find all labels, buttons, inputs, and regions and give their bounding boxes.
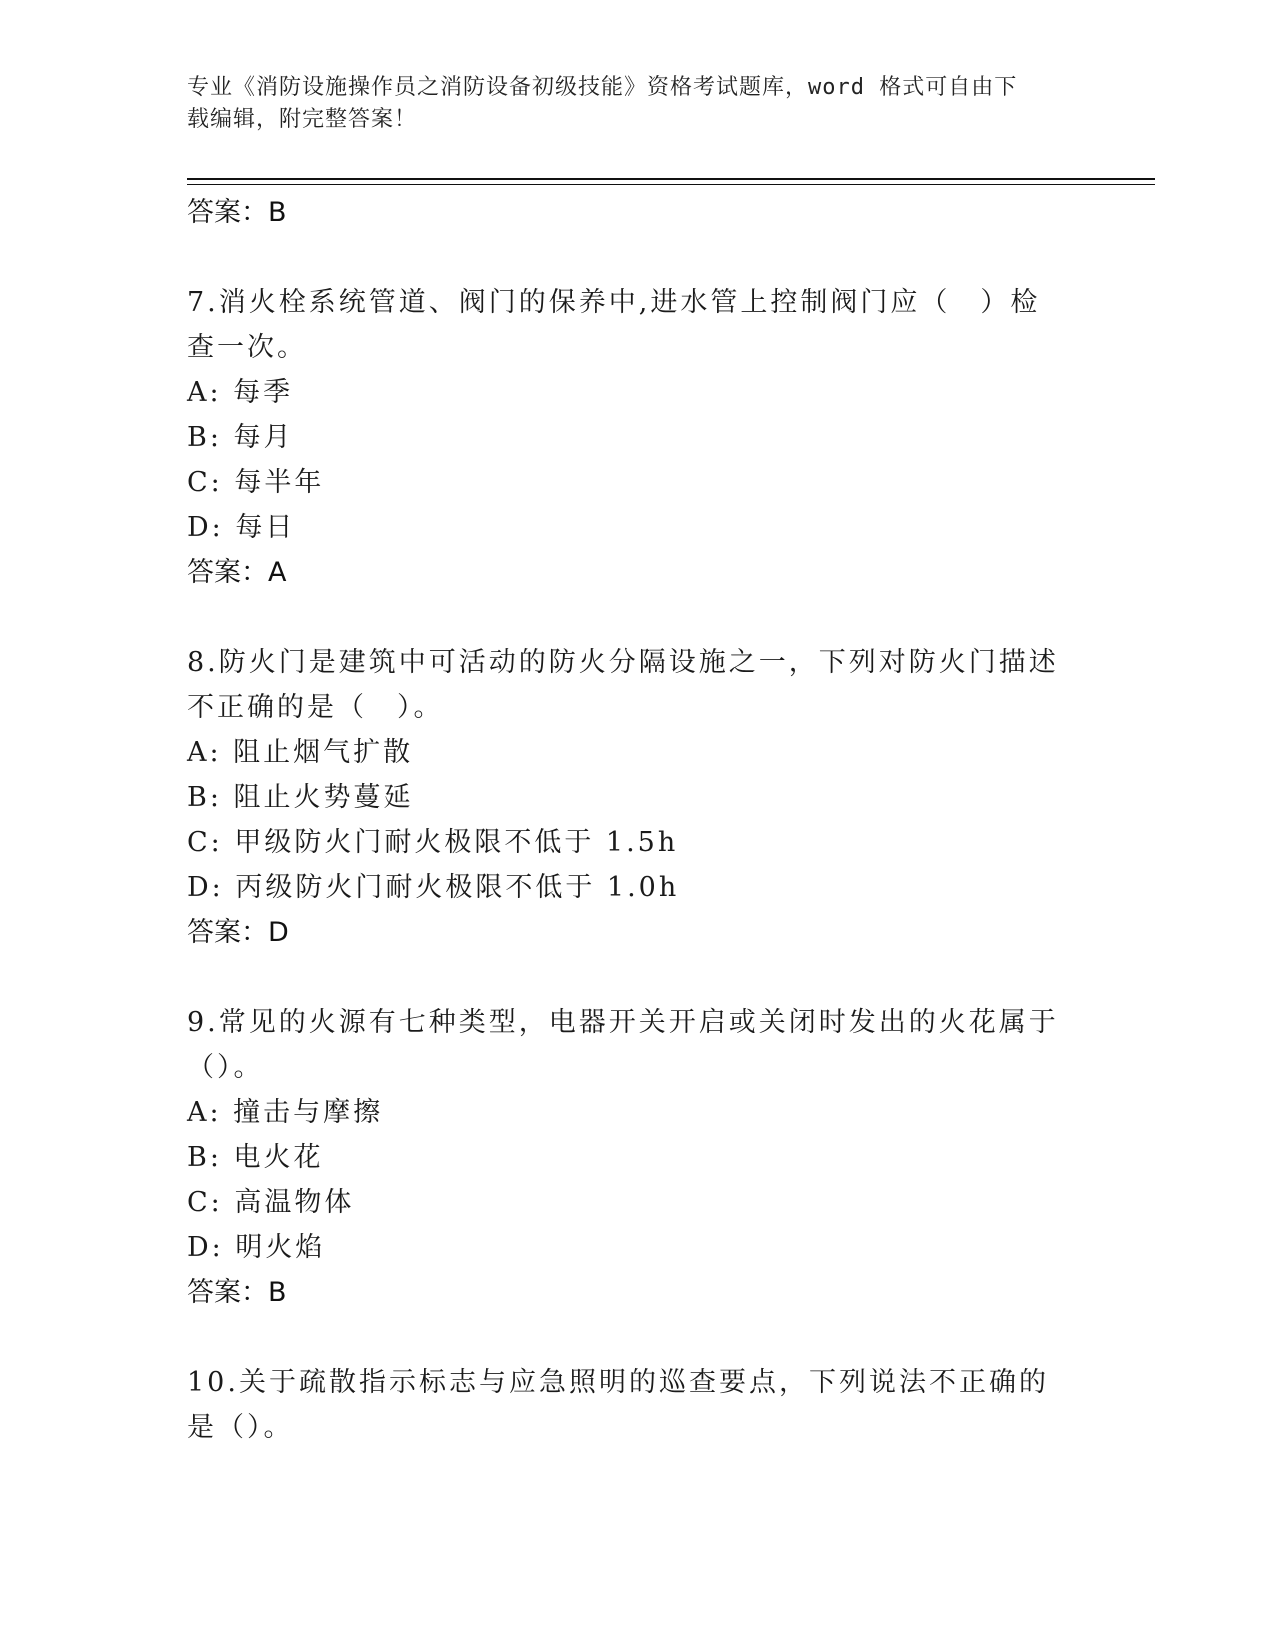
- question-text: 9.常见的火源有七种类型，电器开关开启或关闭时发出的火花属于（）。: [187, 1007, 1059, 1083]
- question-list: [187, 190, 1087, 1450]
- option-c: C: 甲级防火门耐火极限不低于 1.5h: [187, 827, 679, 858]
- header-line-1: 专业《消防设施操作员之消防设备初级技能》资格考试题库，word 格式可自由下: [187, 75, 1018, 100]
- answer-line: 答案：D: [187, 917, 289, 948]
- option-a: A: 撞击与摩擦: [187, 1097, 384, 1128]
- option-a: A: 每季: [187, 377, 294, 408]
- option-d: D: 丙级防火门耐火极限不低于 1.0h: [187, 872, 680, 903]
- option-b: B: 阻止火势蔓延: [187, 782, 414, 813]
- option-a: A: 阻止烟气扩散: [187, 737, 414, 768]
- option-b: B: 每月: [187, 422, 294, 453]
- question-block: [187, 1000, 1087, 1315]
- spacer: [187, 955, 1087, 1000]
- option-c: C: 每半年: [187, 467, 325, 498]
- answer-line: 答案：A: [187, 557, 287, 588]
- option-b: B: 电火花: [187, 1142, 324, 1173]
- answer-line: 答案：B: [187, 197, 287, 228]
- option-d: D: 明火焰: [187, 1232, 326, 1263]
- spacer: [187, 235, 1087, 280]
- document-header: [187, 72, 1067, 136]
- spacer: [187, 595, 1087, 640]
- header-line-2: 载编辑，附完整答案！: [187, 107, 418, 132]
- header-divider-thin: [187, 184, 1155, 185]
- header-divider-thick: [187, 178, 1155, 180]
- question-block: [187, 640, 1087, 955]
- question-text: 8.防火门是建筑中可活动的防火分隔设施之一，下列对防火门描述不正确的是（ ）。: [187, 647, 1059, 723]
- question-block: [187, 1360, 1087, 1450]
- question-block: [187, 280, 1087, 595]
- question-text: 10.关于疏散指示标志与应急照明的巡查要点，下列说法不正确的是（）。: [187, 1367, 1049, 1443]
- option-d: D: 每日: [187, 512, 296, 543]
- option-c: C: 高温物体: [187, 1187, 355, 1218]
- spacer: [187, 1315, 1087, 1360]
- question-text: 7.消火栓系统管道、阀门的保养中,进水管上控制阀门应（ ）检查一次。: [187, 287, 1041, 363]
- answer-line: 答案：B: [187, 1277, 287, 1308]
